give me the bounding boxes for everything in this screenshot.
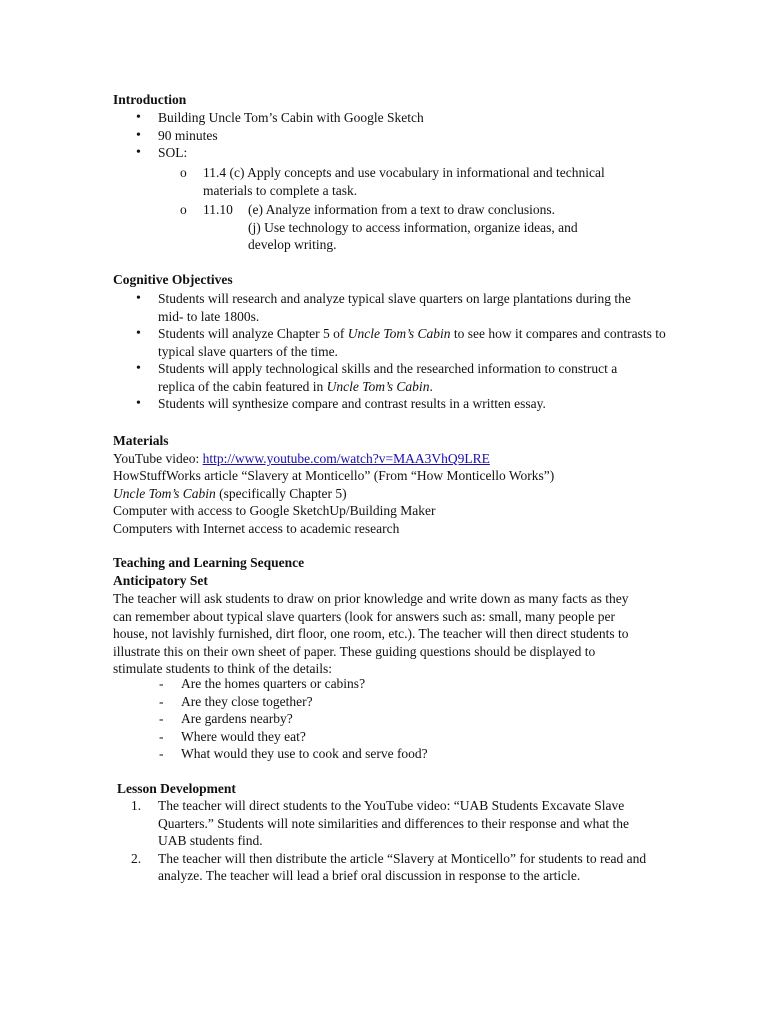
list-item: - Are gardens nearby? — [157, 710, 428, 728]
list-item: - Where would they eat? — [157, 728, 428, 746]
lesson-steps-list — [113, 797, 658, 885]
list-item — [113, 360, 673, 395]
list-item: • Building Uncle Tom’s Cabin with Google Sketch — [113, 109, 673, 127]
materials-computer: Computer with access to Google SketchUp/Building Maker — [113, 503, 436, 518]
step-text: The teacher will direct students to the YouTube video: “UAB Students Excavate Slave Quarters.” Students will note similarities and differences to their response and what the UAB students find. — [158, 798, 629, 848]
cognitive-objectives-heading: Cognitive Objectives — [113, 272, 233, 287]
list-item — [113, 325, 673, 360]
introduction-list — [113, 109, 673, 162]
step-text: The teacher will then distribute the article “Slavery at Monticello” for students to read and analyze. The teacher will lead a brief oral discussion in response to the article. — [158, 850, 647, 883]
list-item: • Students will research and analyze typical slave quarters on large plantations during the mid- to late 1800s. — [113, 290, 673, 325]
sol-text: 11.4 (c) Apply concepts and use vocabulary in informational and technical materials to complete a task. — [203, 165, 605, 198]
list-item: - What would they use to cook and serve food? — [157, 745, 428, 763]
sol-code: 11.10 — [203, 202, 233, 217]
anticipatory-set-text: The teacher will ask students to draw on prior knowledge and write down as many facts as they can remember about typical slave quarters (look for answers such as: small, many people per house, not lavishly furnished, dirt floor, one room, etc.). The teacher will then direct students to illustrate this on their own sheet of paper. These guiding questions should be displayed to stimulate students to think of the details: — [113, 591, 629, 676]
introduction-heading: Introduction — [113, 92, 187, 107]
objectives-list — [113, 290, 673, 413]
list-item: • Students will synthesize compare and contrast results in a written essay. — [113, 395, 673, 413]
teaching-heading: Teaching and Learning Sequence — [113, 555, 305, 570]
book-note: (specifically Chapter 5) — [215, 486, 347, 501]
objective-text: to see how it compares and contrasts to typical slave quarters of the time. — [158, 326, 666, 359]
objective-text: Students will analyze Chapter 5 of — [158, 326, 348, 341]
anticipatory-set-heading: Anticipatory Set — [113, 573, 208, 588]
sol-text — [248, 201, 618, 254]
list-item: - Are the homes quarters or cabins? — [157, 675, 428, 693]
list-item: • SOL: — [113, 144, 673, 162]
materials-video — [113, 450, 490, 468]
sol-line: (j) Use technology to access information, organize ideas, and develop writing. — [248, 219, 578, 252]
book-title: Uncle Tom’s Cabin — [113, 486, 216, 501]
sol-marker: o — [180, 165, 187, 180]
materials-computers: Computers with Internet access to academic research — [113, 521, 400, 536]
sol-marker: o — [180, 202, 187, 217]
materials-heading: Materials — [113, 433, 169, 448]
step-number: 2. — [131, 850, 142, 866]
list-item — [113, 850, 658, 885]
objective-text: Students will apply technological skills and the researched information to construct a replica of the cabin featured in — [158, 361, 618, 394]
book-title: Uncle Tom’s Cabin — [347, 326, 451, 341]
video-label: YouTube video: — [113, 451, 203, 466]
objective-text: . — [429, 378, 433, 394]
youtube-link[interactable]: http://www.youtube.com/watch?v=MAA3VhQ9LRE — [202, 451, 490, 466]
step-number: 1. — [131, 798, 142, 813]
list-item — [113, 797, 658, 850]
materials-book — [113, 485, 347, 503]
list-item: - Are they close together? — [157, 693, 428, 711]
materials-article: HowStuffWorks article “Slavery at Monticello” (From “How Monticello Works”) — [113, 468, 555, 483]
guiding-questions-list — [157, 675, 428, 763]
sol-line: (e) Analyze information from a text to draw conclusions. — [248, 202, 556, 217]
book-title: Uncle Tom’s Cabin — [326, 378, 430, 394]
list-item: • 90 minutes — [113, 127, 673, 145]
lesson-development-heading: Lesson Development — [117, 781, 236, 796]
